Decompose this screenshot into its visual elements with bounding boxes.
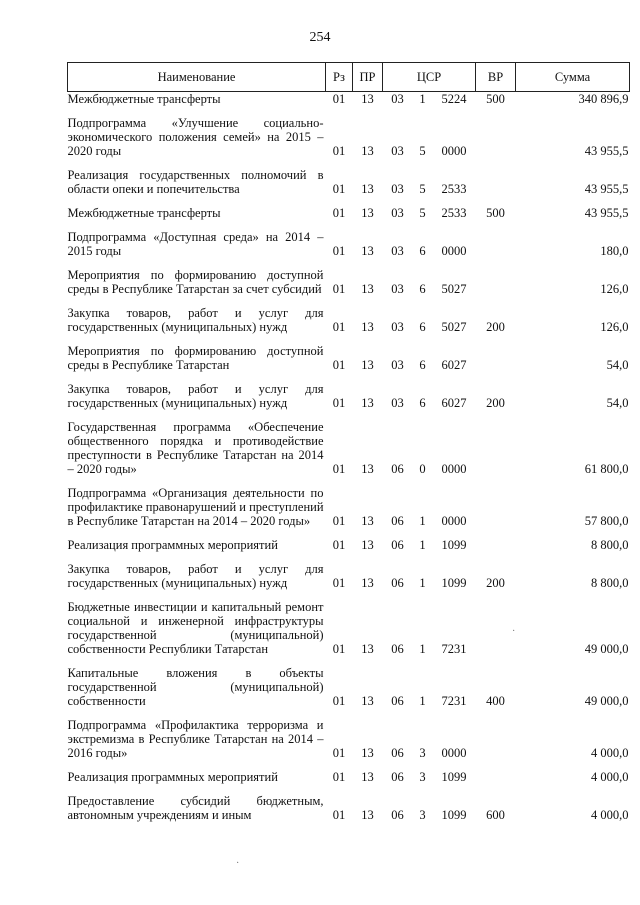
row-csr-3: 5027	[441, 320, 467, 334]
table-row	[68, 372, 630, 410]
row-vr: 500	[486, 206, 505, 220]
row-vr	[476, 590, 516, 656]
header-vr: ВР	[476, 63, 516, 92]
table-body	[68, 92, 630, 823]
row-csr-2: 1	[419, 694, 426, 708]
row-csr-3: 7231	[441, 642, 467, 656]
row-csr-1: 06	[391, 746, 404, 760]
table-row	[68, 196, 630, 220]
table-row	[68, 760, 630, 784]
row-vr: 200	[486, 576, 505, 590]
row-vr: 500	[486, 92, 505, 106]
row-vr	[476, 334, 516, 372]
row-pr: 13	[361, 746, 374, 760]
row-rz: 01	[332, 282, 346, 296]
row-csr-1: 03	[391, 396, 404, 410]
row-csr-3: 5027	[441, 282, 467, 296]
row-sum: 43 955,5	[584, 182, 629, 196]
row-name: Закупка товаров, работ и услуг для государственных (муниципальных) нужд	[67, 382, 324, 410]
table-row	[68, 258, 630, 296]
row-name: Реализация программных мероприятий	[67, 770, 278, 784]
row-csr-3: 0000	[441, 746, 467, 760]
row-pr: 13	[361, 462, 374, 476]
row-rz: 01	[332, 538, 346, 552]
row-rz: 01	[332, 462, 346, 476]
row-name: Мероприятия по формированию доступной среды в Республике Татарстан за счет субсидий	[67, 268, 324, 296]
row-csr-2: 6	[419, 244, 426, 258]
row-name: Предоставление субсидий бюджетным, автономным учреждениям и иным	[67, 794, 324, 822]
row-vr: 400	[486, 694, 505, 708]
row-csr-3: 1099	[441, 576, 467, 590]
row-sum: 49 000,0	[584, 694, 629, 708]
table-row	[68, 410, 630, 476]
row-name: Подпрограмма «Доступная среда» на 2014 – 2015 годы	[67, 230, 324, 258]
row-vr: 200	[486, 396, 505, 410]
row-csr-1: 06	[391, 538, 404, 552]
row-name: Мероприятия по формированию доступной среды в Республике Татарстан	[67, 344, 324, 372]
row-vr	[476, 708, 516, 760]
row-pr: 13	[361, 206, 374, 220]
table-row	[68, 334, 630, 372]
row-csr-1: 03	[391, 182, 404, 196]
row-rz: 01	[332, 808, 346, 822]
header-pr: ПР	[353, 63, 383, 92]
row-sum: 49 000,0	[584, 642, 629, 656]
row-csr-2: 6	[419, 282, 426, 296]
row-name: Межбюджетные трансферты	[67, 92, 221, 106]
row-rz: 01	[332, 642, 346, 656]
row-csr-1: 06	[391, 694, 404, 708]
row-rz: 01	[332, 92, 346, 106]
row-vr: 200	[486, 320, 505, 334]
row-csr-3: 0000	[441, 244, 467, 258]
row-pr: 13	[361, 244, 374, 258]
table-row	[68, 296, 630, 334]
row-sum: 180,0	[600, 244, 629, 258]
row-name: Реализация государственных полномочий в области опеки и попечительства	[67, 168, 324, 196]
row-vr	[476, 476, 516, 528]
row-vr	[476, 106, 516, 158]
row-name: Бюджетные инвестиции и капитальный ремонт социальной и инженерной инфраструктуры государственной (муниципальной) собственности Республики Татарстан	[67, 600, 324, 656]
table-row	[68, 106, 630, 158]
row-csr-1: 06	[391, 770, 404, 784]
row-sum: 54,0	[606, 358, 629, 372]
row-name: Капитальные вложения в объекты государственной (муниципальной) собственности	[67, 666, 324, 708]
row-name: Реализация программных мероприятий	[67, 538, 278, 552]
row-csr-1: 03	[391, 144, 404, 158]
row-csr-3: 2533	[441, 206, 467, 220]
row-csr-2: 5	[419, 144, 426, 158]
row-rz: 01	[332, 320, 346, 334]
row-rz: 01	[332, 206, 346, 220]
row-rz: 01	[332, 770, 346, 784]
row-pr: 13	[361, 770, 374, 784]
row-pr: 13	[361, 808, 374, 822]
row-rz: 01	[332, 244, 346, 258]
row-name: Подпрограмма «Организация деятельности по профилактике правонарушений и преступлений в Республике Татарстан на 2014 – 2020 годы»	[67, 486, 324, 528]
row-pr: 13	[361, 538, 374, 552]
row-vr	[476, 760, 516, 784]
row-rz: 01	[332, 358, 346, 372]
row-csr-3: 6027	[441, 396, 467, 410]
row-csr-3: 5224	[441, 92, 467, 106]
row-name: Подпрограмма «Улучшение социально-экономического положения семей» на 2015 – 2020 годы	[67, 116, 324, 158]
row-name: Государственная программа «Обеспечение общественного порядка и противодействие преступности в Республике Татарстан на 2014 – 2020 годы»	[67, 420, 324, 476]
row-pr: 13	[361, 694, 374, 708]
row-sum: 8 800,0	[591, 576, 629, 590]
row-csr-3: 0000	[441, 144, 467, 158]
row-sum: 43 955,5	[584, 144, 629, 158]
row-sum: 4 000,0	[591, 808, 629, 822]
row-csr-1: 03	[391, 320, 404, 334]
row-sum: 57 800,0	[584, 514, 629, 528]
row-csr-2: 1	[419, 92, 426, 106]
row-csr-2: 6	[419, 358, 426, 372]
row-name: Подпрограмма «Профилактика терроризма и экстремизма в Республике Татарстан на 2014 – 2016 годы»	[67, 718, 324, 760]
row-sum: 4 000,0	[591, 746, 629, 760]
row-vr	[476, 158, 516, 196]
row-csr-2: 1	[419, 576, 426, 590]
row-sum: 43 955,5	[584, 206, 629, 220]
row-csr-3: 1099	[441, 770, 467, 784]
row-rz: 01	[332, 144, 346, 158]
row-csr-3: 6027	[441, 358, 467, 372]
row-csr-2: 1	[419, 642, 426, 656]
row-csr-3: 1099	[441, 538, 467, 552]
row-csr-1: 06	[391, 808, 404, 822]
row-name: Закупка товаров, работ и услуг для государственных (муниципальных) нужд	[67, 306, 324, 334]
row-sum: 126,0	[600, 282, 629, 296]
row-csr-2: 3	[419, 808, 426, 822]
table-row	[68, 158, 630, 196]
row-csr-2: 1	[419, 514, 426, 528]
row-rz: 01	[332, 746, 346, 760]
row-pr: 13	[361, 282, 374, 296]
row-pr: 13	[361, 320, 374, 334]
row-csr-1: 03	[391, 92, 404, 106]
row-csr-3: 0000	[441, 514, 467, 528]
scan-mark: ·	[512, 626, 516, 637]
row-pr: 13	[361, 92, 374, 106]
table-row	[68, 552, 630, 590]
row-pr: 13	[361, 358, 374, 372]
row-sum: 126,0	[600, 320, 629, 334]
row-csr-1: 03	[391, 206, 404, 220]
row-name: Закупка товаров, работ и услуг для государственных (муниципальных) нужд	[67, 562, 324, 590]
page-number: 254	[309, 30, 331, 45]
row-csr-1: 03	[391, 358, 404, 372]
row-sum: 61 800,0	[584, 462, 629, 476]
row-sum: 4 000,0	[591, 770, 629, 784]
header-sum: Сумма	[516, 63, 630, 92]
table-row	[68, 784, 630, 822]
row-pr: 13	[361, 396, 374, 410]
row-pr: 13	[361, 642, 374, 656]
row-vr	[476, 528, 516, 552]
row-csr-2: 3	[419, 746, 426, 760]
row-csr-1: 03	[391, 244, 404, 258]
row-rz: 01	[332, 396, 346, 410]
row-pr: 13	[361, 576, 374, 590]
row-pr: 13	[361, 144, 374, 158]
row-csr-1: 06	[391, 576, 404, 590]
row-csr-1: 06	[391, 462, 404, 476]
row-csr-2: 1	[419, 538, 426, 552]
row-vr	[476, 410, 516, 476]
scan-mark: ·	[236, 858, 240, 869]
row-csr-2: 0	[419, 462, 426, 476]
table-row	[68, 220, 630, 258]
row-sum: 8 800,0	[591, 538, 629, 552]
row-rz: 01	[332, 694, 346, 708]
table-row	[68, 590, 630, 656]
row-rz: 01	[332, 514, 346, 528]
table-row	[68, 476, 630, 528]
row-csr-3: 1099	[441, 808, 467, 822]
row-pr: 13	[361, 514, 374, 528]
row-csr-2: 5	[419, 206, 426, 220]
row-csr-1: 03	[391, 282, 404, 296]
row-csr-3: 7231	[441, 694, 467, 708]
table-row	[68, 656, 630, 708]
header-name: Наименование	[68, 63, 326, 92]
budget-table	[67, 62, 630, 822]
row-csr-3: 2533	[441, 182, 467, 196]
header-csr: ЦСР	[383, 63, 476, 92]
row-sum: 340 896,9	[578, 92, 629, 106]
table-row	[68, 528, 630, 552]
row-csr-2: 6	[419, 396, 426, 410]
row-csr-3: 0000	[441, 462, 467, 476]
row-vr	[476, 220, 516, 258]
header-rz: Рз	[326, 63, 353, 92]
row-csr-2: 6	[419, 320, 426, 334]
table-row	[68, 708, 630, 760]
row-vr: 600	[486, 808, 505, 822]
row-csr-1: 06	[391, 514, 404, 528]
row-csr-1: 06	[391, 642, 404, 656]
row-rz: 01	[332, 182, 346, 196]
row-csr-2: 3	[419, 770, 426, 784]
row-vr	[476, 258, 516, 296]
row-csr-2: 5	[419, 182, 426, 196]
row-rz: 01	[332, 576, 346, 590]
table-header	[68, 63, 630, 92]
row-name: Межбюджетные трансферты	[67, 206, 221, 220]
row-sum: 54,0	[606, 396, 629, 410]
row-pr: 13	[361, 182, 374, 196]
table-row	[68, 92, 630, 107]
